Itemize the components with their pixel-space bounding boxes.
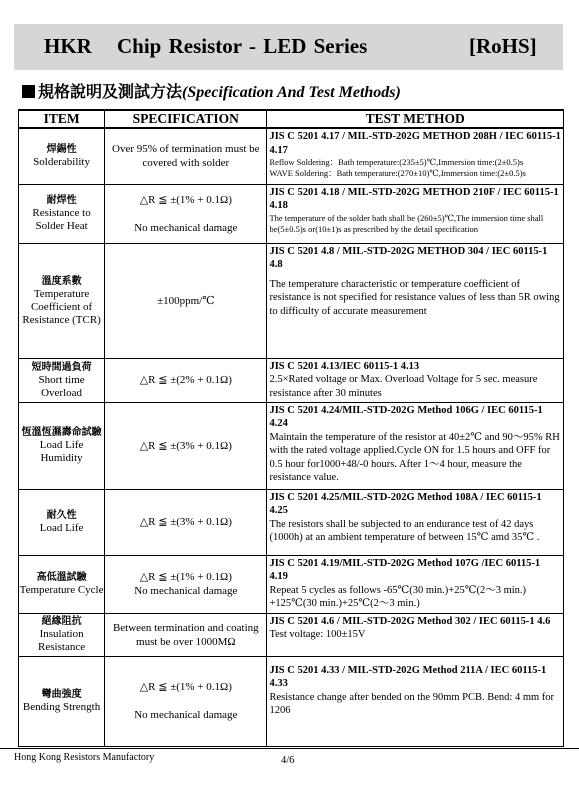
spec-cell <box>105 402 267 489</box>
spec-text-2: No mechanical damage <box>134 585 238 597</box>
item-en: Resistance to Solder Heat <box>32 207 91 232</box>
test-standard: JIS C 5201 4.18 / MIL-STD-202G METHOD 210F / IEC 60115-1 4.18 <box>269 186 559 211</box>
test-standard: JIS C 5201 4.13/IEC 60115-1 4.13 <box>269 360 420 372</box>
table-row <box>19 613 564 656</box>
item-zh: 焊錫性 <box>46 144 77 156</box>
item-zh: 彎曲強度 <box>41 689 82 700</box>
spec-text: △R ≦ ±(1% + 0.1Ω) <box>139 571 232 583</box>
table-row <box>19 128 564 184</box>
spec-cell <box>105 489 267 555</box>
test-standard: JIS C 5201 4.33 / MIL-STD-202G Method 211A / IEC 60115-1 4.33 <box>269 664 547 689</box>
test-cell <box>267 489 564 555</box>
spec-text: △R ≦ ±(3% + 0.1Ω) <box>139 439 232 452</box>
col-header-spec: SPECIFICATION <box>105 110 267 128</box>
item-en: Load Life Humidity <box>39 439 84 464</box>
test-detail: Repeat 5 cycles as follows -65℃(30 min.)+25℃(2～3 min.) +125℃(30 min.)+25℃(2～3 min.) <box>269 584 527 609</box>
spec-text: △R ≦ ±(1% + 0.1Ω) <box>139 193 232 206</box>
spec-cell <box>105 128 267 184</box>
spec-cell <box>105 656 267 746</box>
item-cell <box>19 555 105 613</box>
item-en: Temperature Coefficient of Resistance (TCR) <box>22 287 101 326</box>
test-detail: Test voltage: 100±15V <box>269 629 366 640</box>
item-en: Temperature Cycle <box>19 584 104 596</box>
test-standard: JIS C 5201 4.25/MIL-STD-202G Method 108A / IEC 60115-1 4.25 <box>269 491 542 516</box>
item-zh: 溫度系數 <box>41 275 82 287</box>
subtitle-en: (Specification And Test Methods) <box>182 84 401 101</box>
spec-cell <box>105 358 267 402</box>
item-zh: 恆溫恆濕壽命試驗 <box>21 427 102 438</box>
section-subtitle <box>22 79 401 102</box>
test-cell <box>267 243 564 358</box>
spec-text: △R ≦ ±(2% + 0.1Ω) <box>139 374 232 386</box>
test-standard: JIS C 5201 4.6 / MIL-STD-202G Method 302 / IEC 60115-1 4.6 <box>269 615 551 627</box>
header-banner <box>14 24 563 70</box>
spec-cell <box>105 613 267 656</box>
item-zh: 耐焊性 <box>46 195 77 206</box>
table-row <box>19 656 564 746</box>
table-header-row <box>19 110 564 128</box>
item-cell <box>19 358 105 402</box>
col-header-item: ITEM <box>19 110 105 128</box>
spec-text-2: No mechanical damage <box>134 709 238 721</box>
spec-text: Between termination and coating must be over 1000MΩ <box>112 621 259 648</box>
table-row <box>19 402 564 489</box>
test-detail: The temperature of the solder bath shall be (260±5)℃,The immersion time shall be(5±0.5)s or(10±1)s as prescribed by the detail specification <box>269 212 544 234</box>
test-cell <box>267 402 564 489</box>
test-detail: WAVE Soldering：Bath temperature:(270±10)℃,Immersion time:(2±0.5)s <box>269 168 526 178</box>
item-cell <box>19 656 105 746</box>
test-standard: JIS C 5201 4.17 / MIL-STD-202G METHOD 208H / IEC 60115-1 4.17 <box>269 131 561 156</box>
spec-cell <box>105 555 267 613</box>
item-cell <box>19 613 105 656</box>
rohs-tag: [RoHS] <box>469 34 537 58</box>
page-number: 4/6 <box>281 755 295 766</box>
test-cell <box>267 555 564 613</box>
square-bullet-icon <box>22 85 35 98</box>
item-cell <box>19 489 105 555</box>
test-detail: The resistors shall be subjected to an endurance test of 42 days (1000h) at an ambient temperature of between 15℃ amd 35℃ . <box>269 518 540 543</box>
item-en: Solderability <box>33 156 90 169</box>
col-header-test: TEST METHOD <box>267 110 564 128</box>
item-zh: 短時間過負荷 <box>31 361 92 373</box>
item-cell <box>19 402 105 489</box>
test-cell <box>267 128 564 184</box>
spec-text: Over 95% of termination must be covered with solder <box>112 143 260 170</box>
test-detail: Maintain the temperature of the resistor at 40±2℃ and 90～95% RH with the rated voltage applied.Cycle ON for 1.5 hours and OFF for 0.5 hour for1000+48/-0 hours. After 1～4 hour, measure the resistance value. <box>269 431 560 483</box>
table-row <box>19 358 564 402</box>
test-standard: JIS C 5201 4.19/MIL-STD-202G Method 107G /IEC 60115-1 4.19 <box>269 557 541 582</box>
test-standard: JIS C 5201 4.24/MIL-STD-202G Method 106G / IEC 60115-1 4.24 <box>269 404 543 429</box>
footer-company: Hong Kong Resistors Manufactory <box>14 752 155 763</box>
table-row <box>19 489 564 555</box>
spec-text: ±100ppm/℃ <box>157 294 215 307</box>
table-row <box>19 184 564 243</box>
test-cell <box>267 184 564 243</box>
product-title: Chip Resistor - LED Series <box>117 34 368 58</box>
footer-divider <box>0 748 579 749</box>
test-cell <box>267 358 564 402</box>
table-row <box>19 243 564 358</box>
subtitle-zh: 規格說明及測試方法 <box>38 84 183 101</box>
spec-text-2: No mechanical damage <box>134 221 238 234</box>
brand-title: HKR <box>44 34 92 58</box>
item-en: Load Life <box>39 522 84 534</box>
spec-text: △R ≦ ±(3% + 0.1Ω) <box>139 516 232 528</box>
spec-table <box>18 109 564 747</box>
test-standard: JIS C 5201 4.8 / MIL-STD-202G METHOD 304 / IEC 60115-1 4.8 <box>269 245 548 270</box>
test-detail: The temperature characteristic or temperature coefficient of resistance is not specified for resistance values of less than 5R owing to difficulty of accurate measurement <box>269 278 560 317</box>
test-detail: Reflow Soldering：Bath temperature:(235±5)℃,Immersion time:(2±0.5)s <box>269 157 524 167</box>
test-detail: 2.5×Rated voltage or Max. Overload Voltage for 5 sec. measure resistance after 30 minutes <box>269 374 538 399</box>
item-en: Insulation Resistance <box>38 628 86 653</box>
item-zh: 絕緣阻抗 <box>41 616 82 627</box>
item-en: Short time Overload <box>38 373 85 399</box>
spec-text: △R ≦ ±(1% + 0.1Ω) <box>139 681 232 693</box>
test-cell <box>267 613 564 656</box>
item-cell <box>19 243 105 358</box>
test-cell <box>267 656 564 746</box>
item-zh: 耐久性 <box>46 510 77 521</box>
item-en: Bending Strength <box>22 701 101 713</box>
table-row <box>19 555 564 613</box>
item-zh: 高低溫試驗 <box>36 572 87 583</box>
test-detail: Resistance change after bended on the 90mm PCB. Bend: 4 mm for 1206 <box>269 691 555 716</box>
spec-cell <box>105 184 267 243</box>
item-cell <box>19 184 105 243</box>
spec-cell <box>105 243 267 358</box>
item-cell <box>19 128 105 184</box>
